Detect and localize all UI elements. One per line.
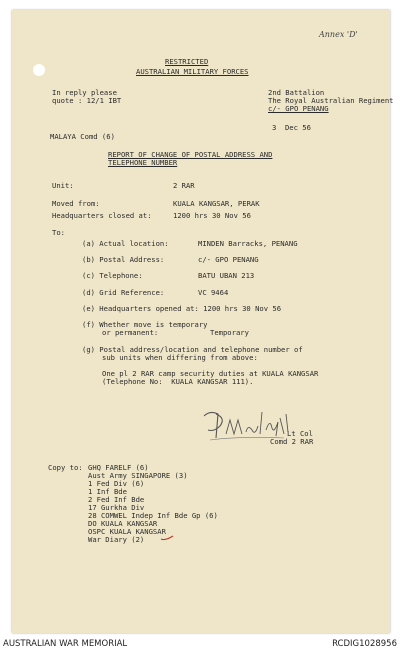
document-page xyxy=(12,10,394,633)
copy-list-item: War Diary (2) xyxy=(88,535,145,544)
item-g-line-1: (g) Postal address/location and telephone number of xyxy=(82,345,303,354)
archive-id: RCDIG1028956 xyxy=(332,639,397,649)
copy-list-item: DO KUALA KANGSAR xyxy=(88,519,158,528)
subject-line-1: REPORT OF CHANGE OF POSTAL ADDRESS AND xyxy=(108,150,273,159)
item-e: (e) Headquarters opened at: 1200 hrs 30 Nov 56 xyxy=(82,304,282,313)
copy-list-item: OSPC KUALA KANGSAR xyxy=(88,527,166,536)
item-a-value: MINDEN Barracks, PENANG xyxy=(198,239,298,248)
reply-line-1: In reply please xyxy=(52,88,117,97)
letter-date: 3 Dec 56 xyxy=(272,123,311,132)
unit-label: Unit: xyxy=(52,181,74,190)
item-c-value: BATU UBAN 213 xyxy=(198,271,255,280)
unit-header-2: The Royal Australian Regiment xyxy=(268,96,394,105)
classification: RESTRICTED xyxy=(165,57,209,66)
punch-hole xyxy=(33,64,45,76)
item-c-label: (c) Telephone: xyxy=(82,271,143,280)
unit-header-3: c/- GPO PENANG xyxy=(268,104,329,113)
item-b-label: (b) Postal Address: xyxy=(82,255,165,264)
item-f-value: Temporary xyxy=(210,328,249,337)
to-label: To: xyxy=(52,228,65,237)
red-tick-mark xyxy=(160,534,174,542)
item-d-value: VC 9464 xyxy=(198,288,229,297)
item-f-line-1: (f) Whether move is temporary xyxy=(82,320,208,329)
copy-list-item: 1 Fed Div (6) xyxy=(88,479,145,488)
item-b-value: c/- GPO PENANG xyxy=(198,255,259,264)
hq-closed-label: Headquarters closed at: xyxy=(52,211,152,220)
hq-closed-value: 1200 hrs 30 Nov 56 xyxy=(173,211,251,220)
copy-list-item: 17 Gurkha Div xyxy=(88,503,145,512)
unit-value: 2 RAR xyxy=(173,181,195,190)
handwritten-annex-ref: Annex 'D' xyxy=(319,30,358,39)
signatory-title: Comd 2 RAR xyxy=(270,437,314,446)
unit-header-1: 2nd Battalion xyxy=(268,88,325,97)
copy-list-item: 28 COMWEL Indep Inf Bde Gp (6) xyxy=(88,511,218,520)
subject-line-2: TELEPHONE NUMBER xyxy=(108,158,178,167)
item-d-label: (d) Grid Reference: xyxy=(82,288,165,297)
item-a-label: (a) Actual location: xyxy=(82,239,169,248)
addressee: MALAYA Comd (6) xyxy=(50,132,115,141)
signatory-rank: Lt Col xyxy=(287,429,313,438)
copy-list-item: 1 Inf Bde xyxy=(88,487,127,496)
copy-list-item: GHQ FARELF (6) xyxy=(88,463,149,472)
reply-line-2: quote : 12/1 IBT xyxy=(52,96,122,105)
archive-footer xyxy=(0,637,401,653)
item-g-detail-1: One pl 2 RAR camp security duties at KUALA KANGSAR xyxy=(102,369,319,378)
moved-from-label: Moved from: xyxy=(52,199,100,208)
copy-list-item: 2 Fed Inf Bde xyxy=(88,495,145,504)
moved-from-value: KUALA KANGSAR, PERAK xyxy=(173,199,260,208)
archive-name: AUSTRALIAN WAR MEMORIAL xyxy=(3,639,128,649)
copy-to-label: Copy to: xyxy=(48,463,83,472)
copy-list-item: Aust Army SINGAPORE (3) xyxy=(88,471,188,480)
organisation: AUSTRALIAN MILITARY FORCES xyxy=(136,67,249,76)
item-f-line-2: or permanent: xyxy=(102,328,159,337)
item-g-detail-2: (Telephone No: KUALA KANGSAR 111). xyxy=(102,377,254,386)
item-g-line-2: sub units when differing from above: xyxy=(102,353,258,362)
